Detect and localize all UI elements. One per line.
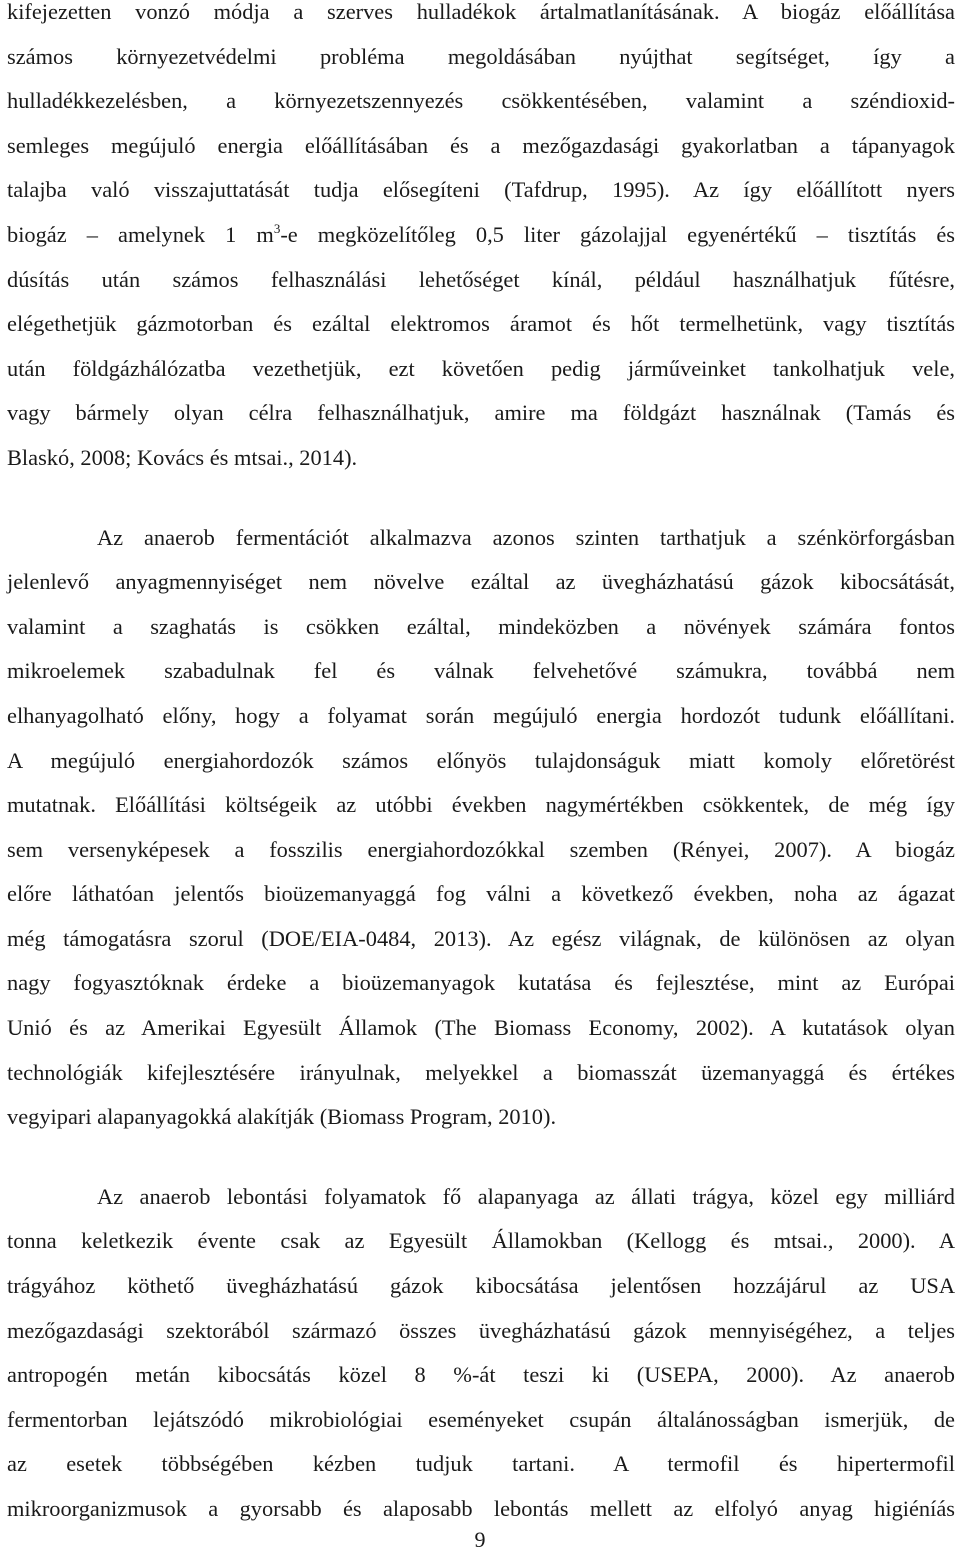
text-line: kifejezetten vonzó módja a szerves hulladékok ártalmatlanításának. A biogáz előállítása	[7, 0, 955, 24]
text-line: vagy bármely olyan célra felhasználhatjuk, amire ma földgázt használnak (Tamás és	[7, 400, 955, 426]
text-line: semleges megújuló energia előállításában és a mezőgazdasági gyakorlatban a tápanyagok	[7, 132, 955, 158]
paragraph-anaerob-decomposition	[7, 1175, 955, 1532]
text-line: mutatnak. Előállítási költségeik az utóbbi években nagymértékben csökkentek, de még így	[7, 792, 955, 818]
superscript-cubed: 3	[273, 220, 281, 236]
paragraph-anaerob-fermentation	[7, 516, 955, 1140]
text-line: mezőgazdasági szektorából származó összes üvegházhatású gázok mennyiségéhez, a teljes	[7, 1317, 955, 1343]
text-line: technológiák kifejlesztésére irányulnak, melyekkel a biomasszát üzemanyaggá és értékes	[7, 1059, 955, 1085]
text-segment: -e megközelítőleg 0,5 liter gázolajjal egyenértékű – tisztítás és	[280, 221, 956, 247]
text-line: mikroorganizmusok a gyorsabb és alaposabb lebontás mellett az elfolyó anyag higiéníás	[7, 1496, 955, 1521]
text-line: valamint a szaghatás is csökken ezáltal, mindeközben a növények számára fontos	[7, 613, 955, 639]
text-line: fermentorban lejátszódó mikrobiológiai eseményeket csupán általánosságban ismerjük, de	[7, 1406, 955, 1432]
text-line: talajba való visszajuttatását tudja elősegíteni (Tafdrup, 1995). Az így előállított nyers	[7, 177, 955, 203]
text-line-with-superscript	[7, 213, 955, 258]
text-line: után földgázhálózatba vezethetjük, ezt követően pedig járműveinket tankolhatjuk vele,	[7, 355, 955, 381]
text-line: elhanyagolható előny, hogy a folyamat során megújuló energia hordozót tudunk előállítani.	[7, 702, 955, 728]
text-line: előre láthatóan jelentős bioüzemanyaggá fog válni a következő években, noha az ágazat	[7, 881, 955, 907]
text-line: Az anaerob lebontási folyamatok fő alapanyaga az állati trágya, közel egy milliárd	[97, 1183, 955, 1209]
text-line: Blaskó, 2008; Kovács és mtsai., 2014).	[7, 444, 358, 470]
text-line: vegyipari alapanyagokká alakítják (Biomass Program, 2010).	[7, 1104, 557, 1130]
text-line: Unió és az Amerikai Egyesült Államok (The Biomass Economy, 2002). A kutatások olyan	[7, 1015, 955, 1041]
text-line: az esetek többségében kézben tudjuk tartani. A termofil és hipertermofil	[7, 1451, 955, 1477]
page-number: 9	[474, 1527, 486, 1552]
text-line: trágyához köthető üvegházhatású gázok kibocsátása jelentősen hozzájárul az USA	[7, 1273, 955, 1299]
text-line: A megújuló energiahordozók számos előnyös tulajdonságuk miatt komoly előretörést	[7, 747, 955, 773]
text-line: még támogatásra szorul (DOE/EIA-0484, 2013). Az egész világnak, de különösen az olyan	[7, 925, 955, 951]
text-line: hulladékkezelésben, a környezetszennyezés csökkentésében, valamint a széndioxid-	[7, 88, 955, 114]
text-line: tonna keletkezik évente csak az Egyesült Államokban (Kellogg és mtsai., 2000). A	[7, 1228, 955, 1254]
text-line: Az anaerob fermentációt alkalmazva azonos szinten tarthatjuk a szénkörforgásban	[97, 524, 955, 550]
text-line: antropogén metán kibocsátás közel 8 %-át teszi ki (USEPA, 2000). Az anaerob	[7, 1362, 955, 1388]
text-line: jelenlevő anyagmennyiséget nem növelve ezáltal az üvegházhatású gázok kibocsátását,	[7, 569, 955, 595]
document-page	[7, 0, 955, 1567]
text-line: sem versenyképesek a fosszilis energiahordozókkal szemben (Rényei, 2007). A biogáz	[7, 836, 955, 862]
text-line: dúsítás után számos felhasználási lehetőséget kínál, például használhatjuk fűtésre,	[7, 266, 955, 292]
paragraph-biogas-benefits	[7, 0, 955, 481]
text-segment: biogáz – amelynek 1 m	[7, 221, 274, 247]
text-line: nagy fogyasztóknak érdeke a bioüzemanyagok kutatása és fejlesztése, mint az Európai	[7, 970, 955, 996]
text-line: számos környezetvédelmi probléma megoldásában nyújthat segítséget, így a	[7, 43, 955, 69]
text-line: mikroelemek szabadulnak fel és válnak felvehetővé számukra, továbbá nem	[7, 658, 955, 684]
text-line: elégethetjük gázmotorban és ezáltal elektromos áramot és hőt termelhetünk, vagy tisztítás	[7, 311, 955, 337]
